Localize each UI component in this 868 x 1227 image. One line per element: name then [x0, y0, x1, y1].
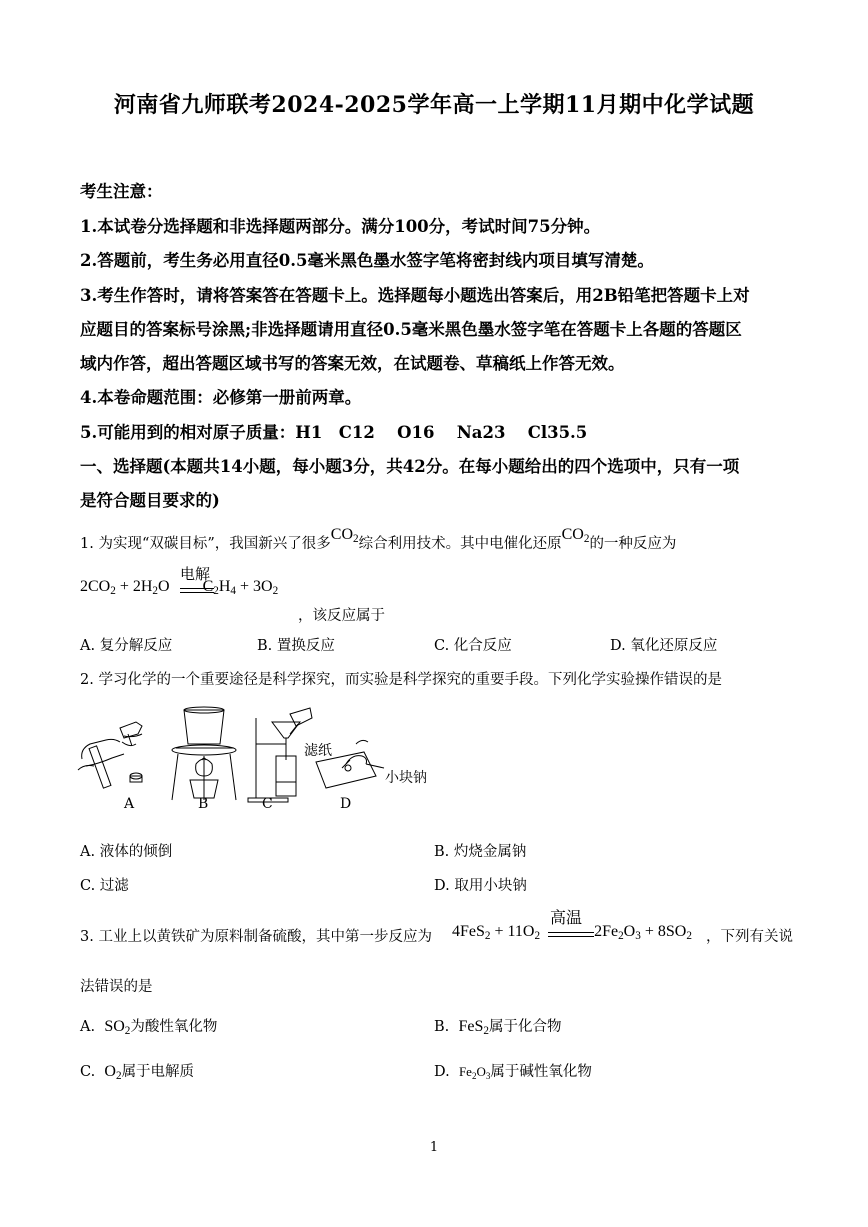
note-line-5: 域内作答，超出答题区域书写的答案无效，在试题卷、草稿纸上作答无效。 [80, 354, 625, 373]
section-heading-line-2: 是符合题目要求的) [80, 491, 220, 510]
q2-fig-sodium-label: 小块钠 [385, 770, 427, 786]
q1-tail: ，该反应属于 [298, 608, 385, 624]
q2-fig-filter-paper-label: 滤纸 [304, 743, 332, 759]
q2-fig-label-b: B [198, 796, 209, 812]
q2-fig-label-d: D [340, 796, 352, 812]
page-number: 1 [429, 1140, 439, 1155]
q2-fig-label-c: C [262, 796, 273, 812]
notes-heading: 考生注意： [80, 182, 163, 201]
figure-b-burning-sodium [172, 707, 236, 800]
q3-condition-label: 高温 [550, 908, 583, 927]
figure-a-pouring-liquid [78, 722, 142, 788]
q3-option-b: B. FeS$_2$属于化合物 [434, 1018, 562, 1037]
note-line-4: 应题目的答案标号涂黑;非选择题请用直径0.5毫米黑色墨水签字笔在答题卡上各题的答题区 [80, 320, 742, 339]
q2-option-d: D. 取用小块钠 [434, 878, 527, 894]
q1-stem: 1. 为实现“双碳目标”，我国新兴了很多$CO_2$综合利用技术。其中电催化还原$CO_2$的一种反应为 [80, 526, 677, 552]
note-line-2: 2.答题前，考生务必用直径0.5毫米黑色墨水签字笔将密封线内项目填写清楚。 [80, 251, 654, 270]
q3-option-a: A. $SO_2$为酸性氧化物 [80, 1018, 218, 1037]
page-title: 河南省九师联考2024-2025学年高一上学期11月期中化学试题 [113, 92, 755, 118]
note-line-3: 3.考生作答时，请将答案答在答题卡上。选择题每小题选出答案后，用2B铅笔把答题卡上对 [80, 286, 750, 305]
q3-stem: 3. 工业上以黄铁矿为原料制备硫酸，其中第一步反应为 [80, 929, 432, 945]
q3-stem-line-2: 法错误的是 [80, 979, 153, 995]
q3-arrow-line-bottom [548, 936, 594, 937]
q3-arrow-line-top [548, 932, 594, 933]
q2-option-a: A. 液体的倾倒 [80, 844, 173, 860]
q3-tail: ，下列有关说 [706, 929, 793, 945]
note-line-7: 5.可能用到的相对原子质量：H1 C12 O16 Na23 Cl35.5 [80, 423, 588, 442]
q2-fig-label-a: A [124, 796, 135, 812]
q1-arrow-line-top [180, 588, 214, 589]
q2-stem: 2. 学习化学的一个重要途径是科学探究，而实验是科学探究的重要手段。下列化学实验操作错误的是 [80, 672, 722, 688]
q3-equation: $4FeS_2 + 11O_2$ $2Fe_2O_3 + 8SO_2$ [452, 923, 692, 942]
q1-equation: $2CO_2 + 2H_2O$ $C_2H_4 + 3O_2$ [80, 578, 279, 597]
q1-option-c: C. 化合反应 [434, 638, 512, 654]
q1-arrow-line-bottom [180, 592, 214, 593]
q1-option-d: D. 氧化还原反应 [610, 638, 718, 654]
q3-option-d: D. $Fe_2O_3$属于碱性氧化物 [434, 1064, 592, 1081]
q1-condition-label: 电解 [180, 565, 211, 583]
figure-c-filtration [248, 708, 312, 802]
section-heading-line-1: 一、选择题(本题共14小题，每小题3分，共42分。在每小题给出的四个选项中，只有一项 [80, 457, 740, 476]
q1-option-b: B. 置换反应 [257, 638, 335, 654]
q3-option-c: C. $O_2$属于电解质 [80, 1063, 195, 1082]
note-line-1: 1.本试卷分选择题和非选择题两部分。满分100分，考试时间75分钟。 [80, 217, 601, 236]
note-line-6: 4.本卷命题范围：必修第一册前两章。 [80, 388, 362, 407]
q2-option-c: C. 过滤 [80, 878, 129, 894]
q1-option-a: A. 复分解反应 [80, 638, 173, 654]
q2-option-b: B. 灼烧金属钠 [434, 844, 527, 860]
